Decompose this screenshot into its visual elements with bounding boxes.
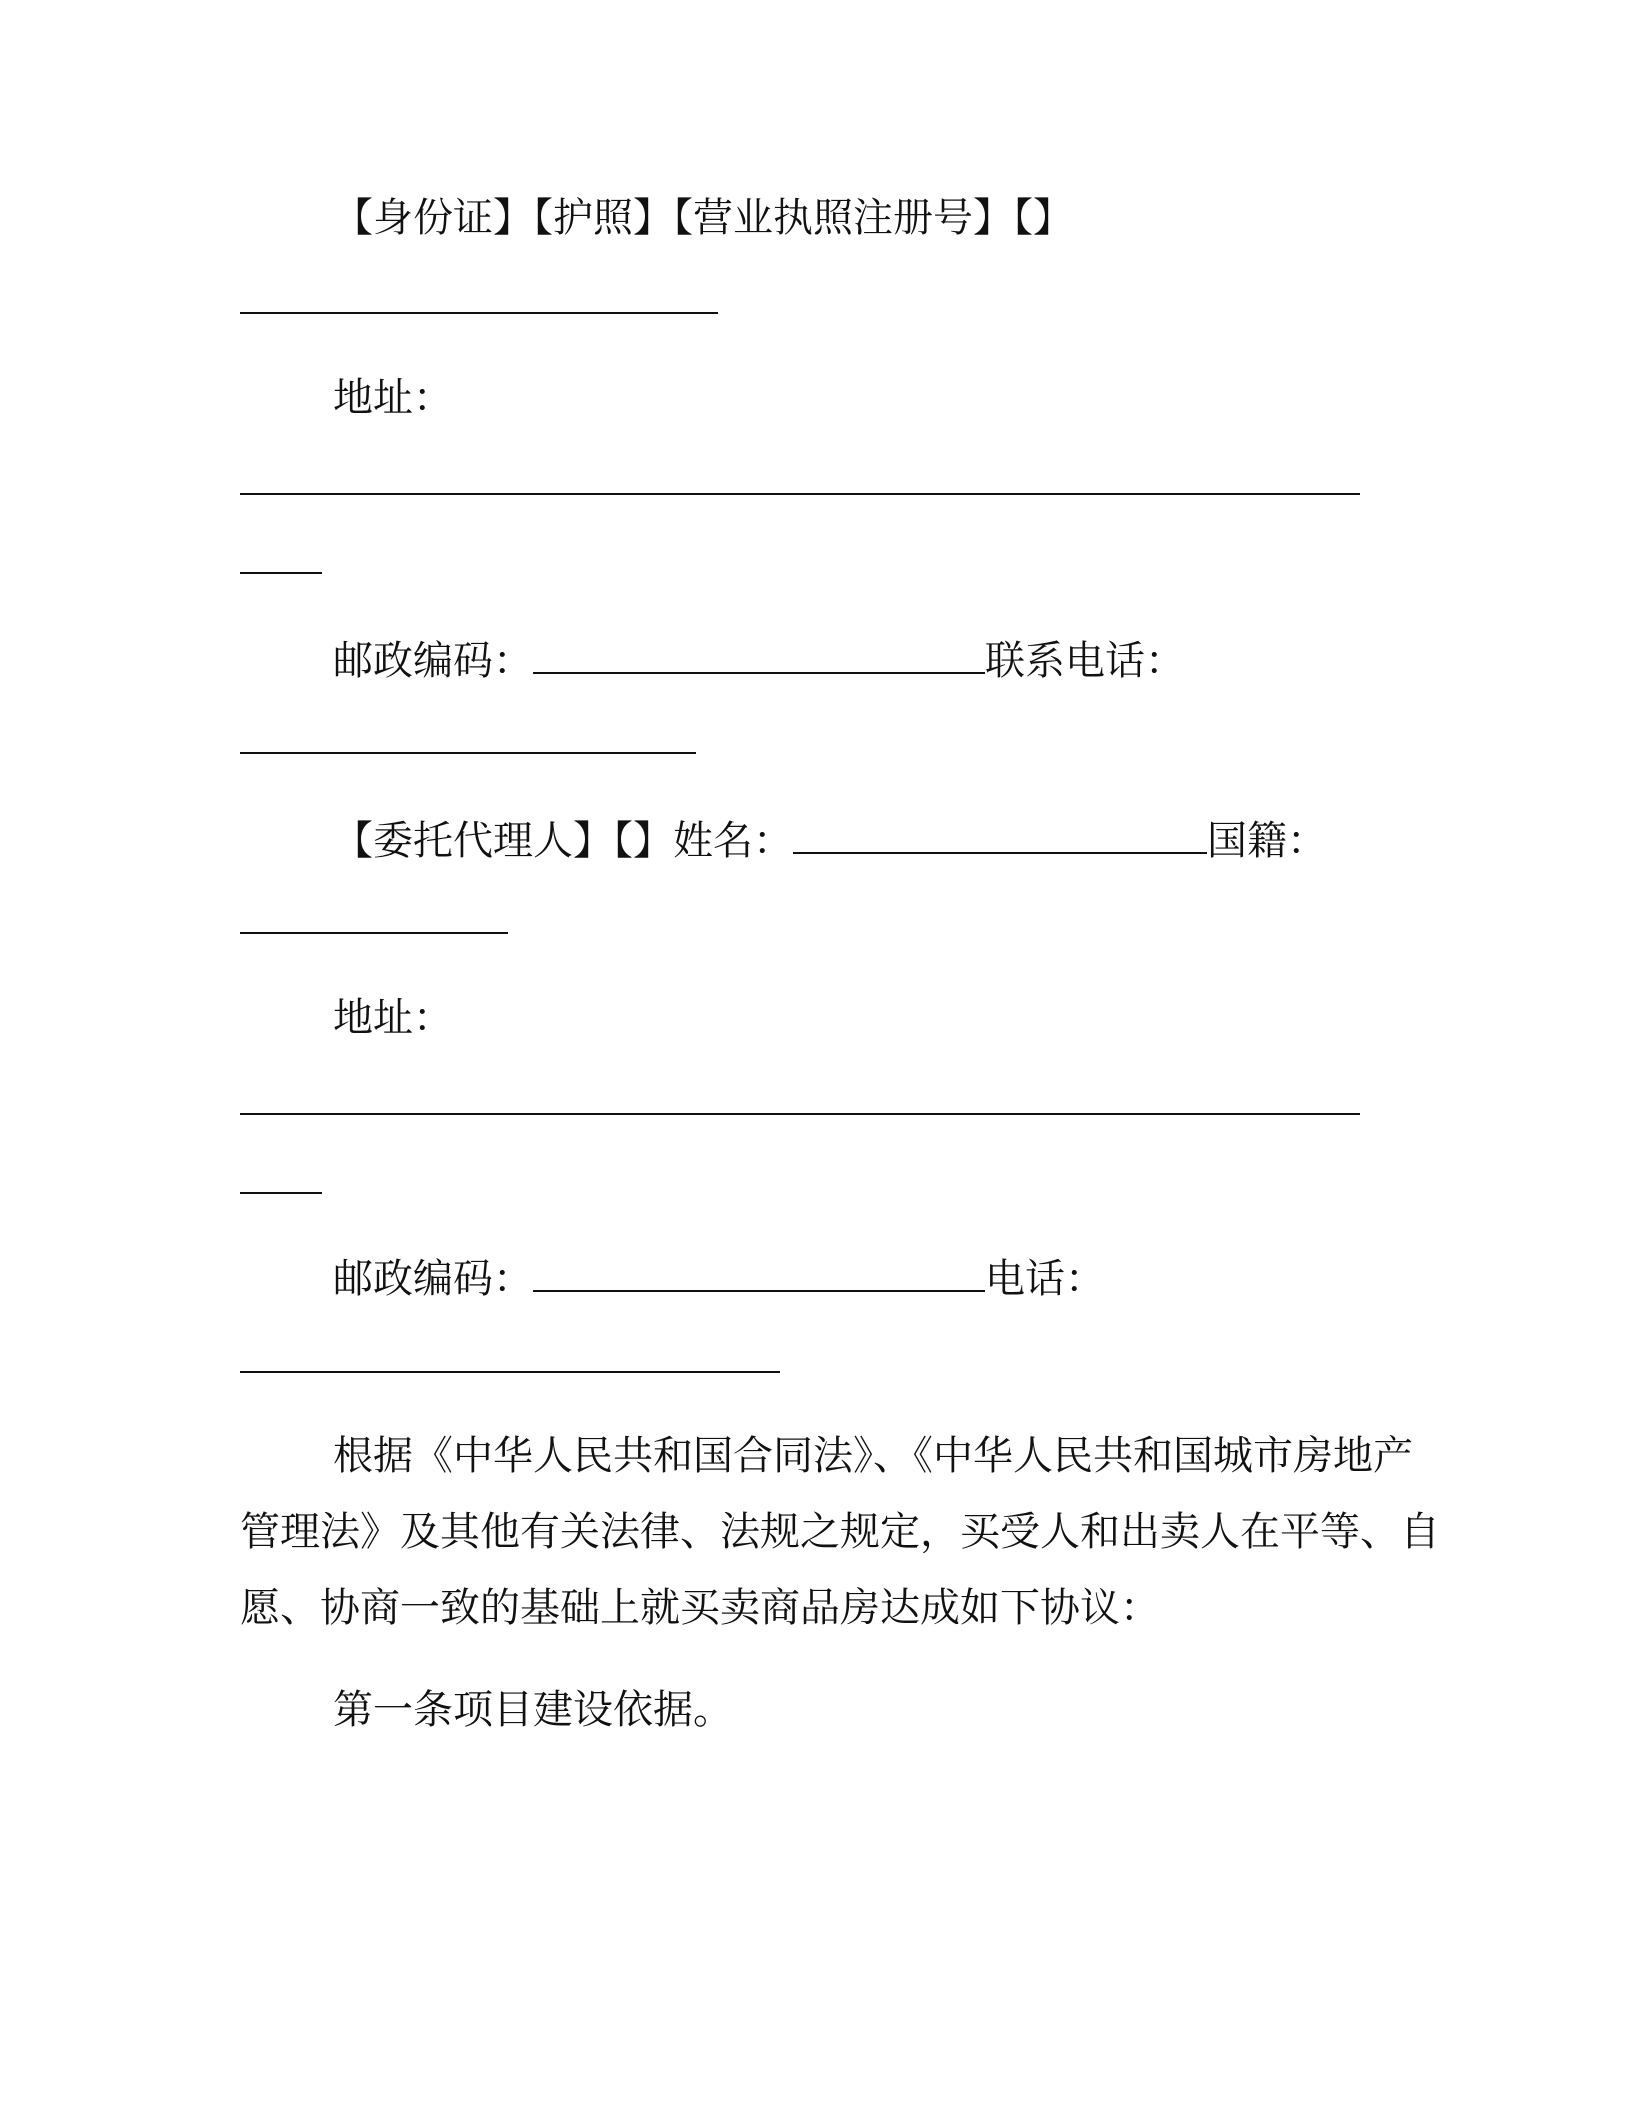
article-one-heading (333, 1687, 733, 1733)
postal-code-label-2: 邮政编码： (333, 1256, 533, 1302)
agent-line (333, 818, 1327, 864)
nationality-blank[interactable] (240, 932, 508, 934)
id-number-blank[interactable] (240, 312, 718, 314)
basis-paragraph-text-3: 愿、协商一致的基础上就买卖商品房达成如下协议： (240, 1585, 1160, 1631)
address-label-1 (333, 375, 453, 421)
basis-paragraph-line-2 (240, 1509, 1440, 1555)
address-blank-1b[interactable] (240, 572, 322, 574)
article-one-text: 第一条项目建设依据。 (333, 1687, 733, 1733)
contact-phone-label: 联系电话： (985, 638, 1185, 684)
postal-phone-line-2 (333, 1256, 1105, 1302)
phone-label: 电话： (985, 1256, 1105, 1302)
address-label-2-text: 地址： (333, 995, 453, 1041)
nationality-label: 国籍： (1207, 818, 1327, 864)
agent-name-label: 【委托代理人】【】姓名： (333, 818, 793, 864)
address-label-1-text: 地址： (333, 375, 453, 421)
postal-code-label-1: 邮政编码： (333, 638, 533, 684)
basis-paragraph-line-3 (240, 1585, 1160, 1631)
basis-paragraph-text-1: 根据《中华人民共和国合同法》、《中华人民共和国城市房地产 (333, 1433, 1413, 1479)
address-blank-1a[interactable] (240, 493, 1360, 495)
id-types-text: 【身份证】【护照】【营业执照注册号】【】 (333, 195, 1073, 241)
contact-phone-blank[interactable] (240, 752, 696, 754)
address-blank-2a[interactable] (240, 1113, 1360, 1115)
address-label-2 (333, 995, 453, 1041)
basis-paragraph-line-1 (333, 1433, 1413, 1479)
agent-name-blank[interactable] (793, 818, 1207, 854)
postal-phone-line-1 (333, 638, 1185, 684)
basis-paragraph-text-2: 管理法》及其他有关法律、法规之规定，买受人和出卖人在平等、自 (240, 1509, 1440, 1555)
postal-code-blank-2[interactable] (533, 1256, 985, 1292)
id-types-line (333, 195, 1073, 241)
postal-code-blank-1[interactable] (533, 638, 985, 674)
phone-blank[interactable] (240, 1371, 780, 1373)
address-blank-2b[interactable] (240, 1192, 322, 1194)
